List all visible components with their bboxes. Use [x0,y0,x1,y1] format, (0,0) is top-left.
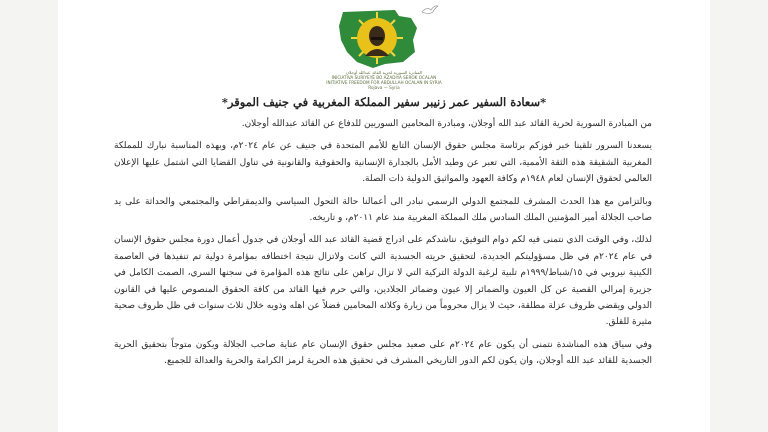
paragraph-appeal: لذلك، وفي الوقت الذي نتمنى فيه لكم دوام التوفيق، نناشدكم على ادراج قضية القائد عبد الله أوجلان في جدول أعمال دورة مجلس حقوق الإنسان في عام ٢٠٢٤م في ظل مسؤوليتكم الجديدة، لتحقيق حريته الجسدية التي كانت ولاتزال نتيجة اختطافه بمؤامرة دولية تم تنفيذها في العاصمة الكينية نيروبي في ١٥/شباط/١٩٩٩م تلبية لرغبة الدولة التركية التي لا تزال تراهن على نتائج هذه المؤامرة في سجنها السري، الصمت الكامل في جزيرة إمرالي القصية عن كل العيون والضمائر إلا عيون وضمائر الجلادين، والتي حرم فيها القائد من كافة الحقوق المنصوص عليها في القانون الدولي ويقضي ظروف عزلة مطلقة، حيث لا يزال محروماً من زيارة وكلائه المحامين فضلاً عن اهله وذويه خلال ثلاث سنوات في ظل ظروف صحية مثيرة للقلق. [114,235,652,328]
org-line-kurdish: INICIATIVA SURIYEYÊ BO AZADIYA SEROK OCALAN [331,75,437,80]
dove-icon [421,4,439,16]
paragraph-congratulation: يسعدنا السرور تلقينا خبر فوزكم برئاسة مجلس حقوق الإنسان التابع للأمم المتحدة في جنيف عن عام ٢٠٢٤م، وبهذه المناسبة نبارك للمملكة المغربية الشقيقة هذه الثقة الأممية، التي تعبر عن وطيد الأمل بالجدارة الإنسانية والحقوقية والقانونية في تناول القضايا التي اشتمل عليها الإعلان العالمي لحقوق الإنسان لعام ١٩٤٨م وكافة العهود والمواثيق الدولية ذات الصلة. [114,141,652,185]
letter-body [114,116,652,376]
paragraph-closing: وفي سياق هذه المناشدة نتمنى أن يكون عام ٢٠٢٤م على صعيد مجلس حقوق الإنسان عام عناية صاحب الجلالة ويكون متوجاً بتحقيق الحرية الجسدية للقائد عبد الله أوجلان، وان يكون لكم الدور التاريخي المشرف في تحقيق هذه الحرية لرمز الكرامة والحرية والعدالة للجميع. [114,339,652,367]
letter-title: *سعادة السفير عمر زنيبر سفير المملكة المغربية في جنيف الموقر* [221,95,547,109]
paragraph-from: من المبادرة السورية لحرية القائد عبد الله أوجلان، ومبادرة المحامين السوريين للدفاع عن القائد عبدالله أوجلان. [241,119,652,129]
org-line-location: Rojava — Syria [368,85,400,90]
org-line-english: INITIATIVE FREEDOM FOR ABDULLAH OCALAN IN SYRIA [326,80,442,85]
organization-name [300,70,468,90]
paragraph-context: وبالتزامن مع هذا الحدث المشرف للمجتمع الدولي الرسمي نبادر الى أعمالنا حالة التحول السياسي والديمقراطي والمجتمعي والحداثة على يد صاحب الجلالة أمير المؤمنين الملك السادس ملك المملكة المغربية منذ عام ٢٠١١م، و تاريخه. [114,196,652,224]
initiative-logo [333,6,429,70]
org-line-arabic: المبادرة السورية لحرية القائد عبدالله أوجلان [345,70,423,75]
